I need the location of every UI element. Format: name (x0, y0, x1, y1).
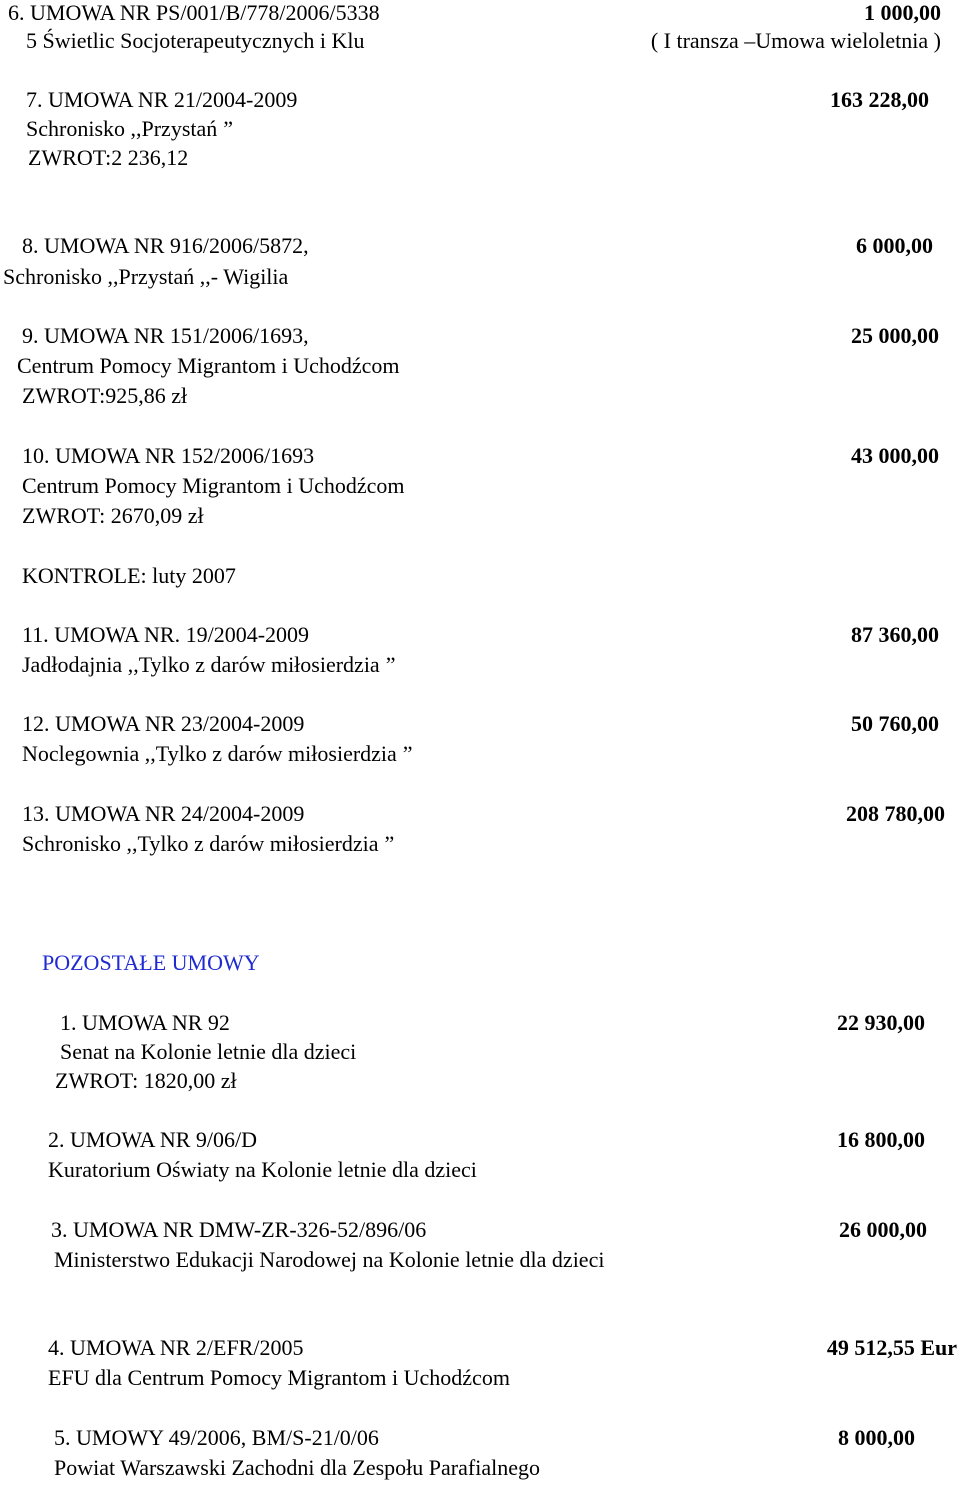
other-contract-5-amount: 8 000,00 (838, 1425, 915, 1450)
contract-10-title: 10. UMOWA NR 152/2006/1693 (22, 443, 315, 468)
section-heading: POZOSTAŁE UMOWY (42, 950, 260, 975)
contract-6-note: ( I transza –Umowa wieloletnia ) (650, 28, 941, 53)
other-contract-2-amount: 16 800,00 (837, 1127, 925, 1152)
other-contract-4-amount: 49 512,55 Eur (826, 1335, 957, 1360)
other-contract-3-amount: 26 000,00 (839, 1217, 927, 1242)
contract-8-desc: Schronisko ,,Przystań ,,- Wigilia (3, 264, 289, 289)
other-contract-1-refund: ZWROT: 1820,00 zł (55, 1068, 237, 1093)
contract-9-refund: ZWROT:925,86 zł (22, 383, 188, 408)
contract-7-desc: Schronisko ,,Przystań ” (26, 116, 234, 141)
other-contract-1-desc: Senat na Kolonie letnie dla dzieci (60, 1039, 357, 1064)
other-contract-1-amount: 22 930,00 (837, 1010, 925, 1035)
inspections-note: KONTROLE: luty 2007 (22, 563, 236, 588)
contract-7-amount: 163 228,00 (830, 87, 929, 112)
contract-8-amount: 6 000,00 (856, 233, 933, 258)
contract-9-amount: 25 000,00 (851, 323, 939, 348)
contract-10-desc: Centrum Pomocy Migrantom i Uchodźcom (22, 473, 405, 498)
other-contract-5-desc: Powiat Warszawski Zachodni dla Zespołu Parafialnego (54, 1455, 540, 1480)
other-contract-2-desc: Kuratorium Oświaty na Kolonie letnie dla dzieci (48, 1157, 477, 1182)
other-contract-5-title: 5. UMOWY 49/2006, BM/S-21/0/06 (54, 1425, 379, 1450)
contract-9-desc: Centrum Pomocy Migrantom i Uchodźcom (17, 353, 400, 378)
contract-13-title: 13. UMOWA NR 24/2004-2009 (22, 801, 305, 826)
contract-6-amount: 1 000,00 (864, 0, 941, 25)
contract-10-amount: 43 000,00 (851, 443, 939, 468)
other-contract-2-title: 2. UMOWA NR 9/06/D (48, 1127, 258, 1152)
other-contract-1-title: 1. UMOWA NR 92 (60, 1010, 230, 1035)
contract-12-amount: 50 760,00 (851, 711, 939, 736)
contract-7-refund: ZWROT:2 236,12 (28, 145, 189, 170)
other-contract-3-title: 3. UMOWA NR DMW-ZR-326-52/896/06 (51, 1217, 427, 1242)
contract-13-desc: Schronisko ,,Tylko z darów miłosierdzia ” (22, 831, 395, 856)
other-contract-4-desc: EFU dla Centrum Pomocy Migrantom i Uchodźcom (48, 1365, 510, 1390)
contract-6-title: 6. UMOWA NR PS/001/B/778/2006/5338 (8, 0, 380, 25)
other-contract-3-desc: Ministerstwo Edukacji Narodowej na Kolonie letnie dla dzieci (54, 1247, 605, 1272)
contract-11-desc: Jadłodajnia ,,Tylko z darów miłosierdzia ” (22, 652, 396, 677)
contract-12-desc: Noclegownia ,,Tylko z darów miłosierdzia ” (22, 741, 413, 766)
contract-11-title: 11. UMOWA NR. 19/2004-2009 (22, 622, 310, 647)
contract-10-refund: ZWROT: 2670,09 zł (22, 503, 204, 528)
contract-12-title: 12. UMOWA NR 23/2004-2009 (22, 711, 305, 736)
contract-7-title: 7. UMOWA NR 21/2004-2009 (26, 87, 298, 112)
contract-6-desc: 5 Świetlic Socjoterapeutycznych i Klu (26, 28, 365, 53)
contract-9-title: 9. UMOWA NR 151/2006/1693, (22, 323, 309, 348)
other-contract-4-title: 4. UMOWA NR 2/EFR/2005 (48, 1335, 304, 1360)
contract-13-amount: 208 780,00 (846, 801, 945, 826)
contract-11-amount: 87 360,00 (851, 622, 939, 647)
contract-8-title: 8. UMOWA NR 916/2006/5872, (22, 233, 309, 258)
